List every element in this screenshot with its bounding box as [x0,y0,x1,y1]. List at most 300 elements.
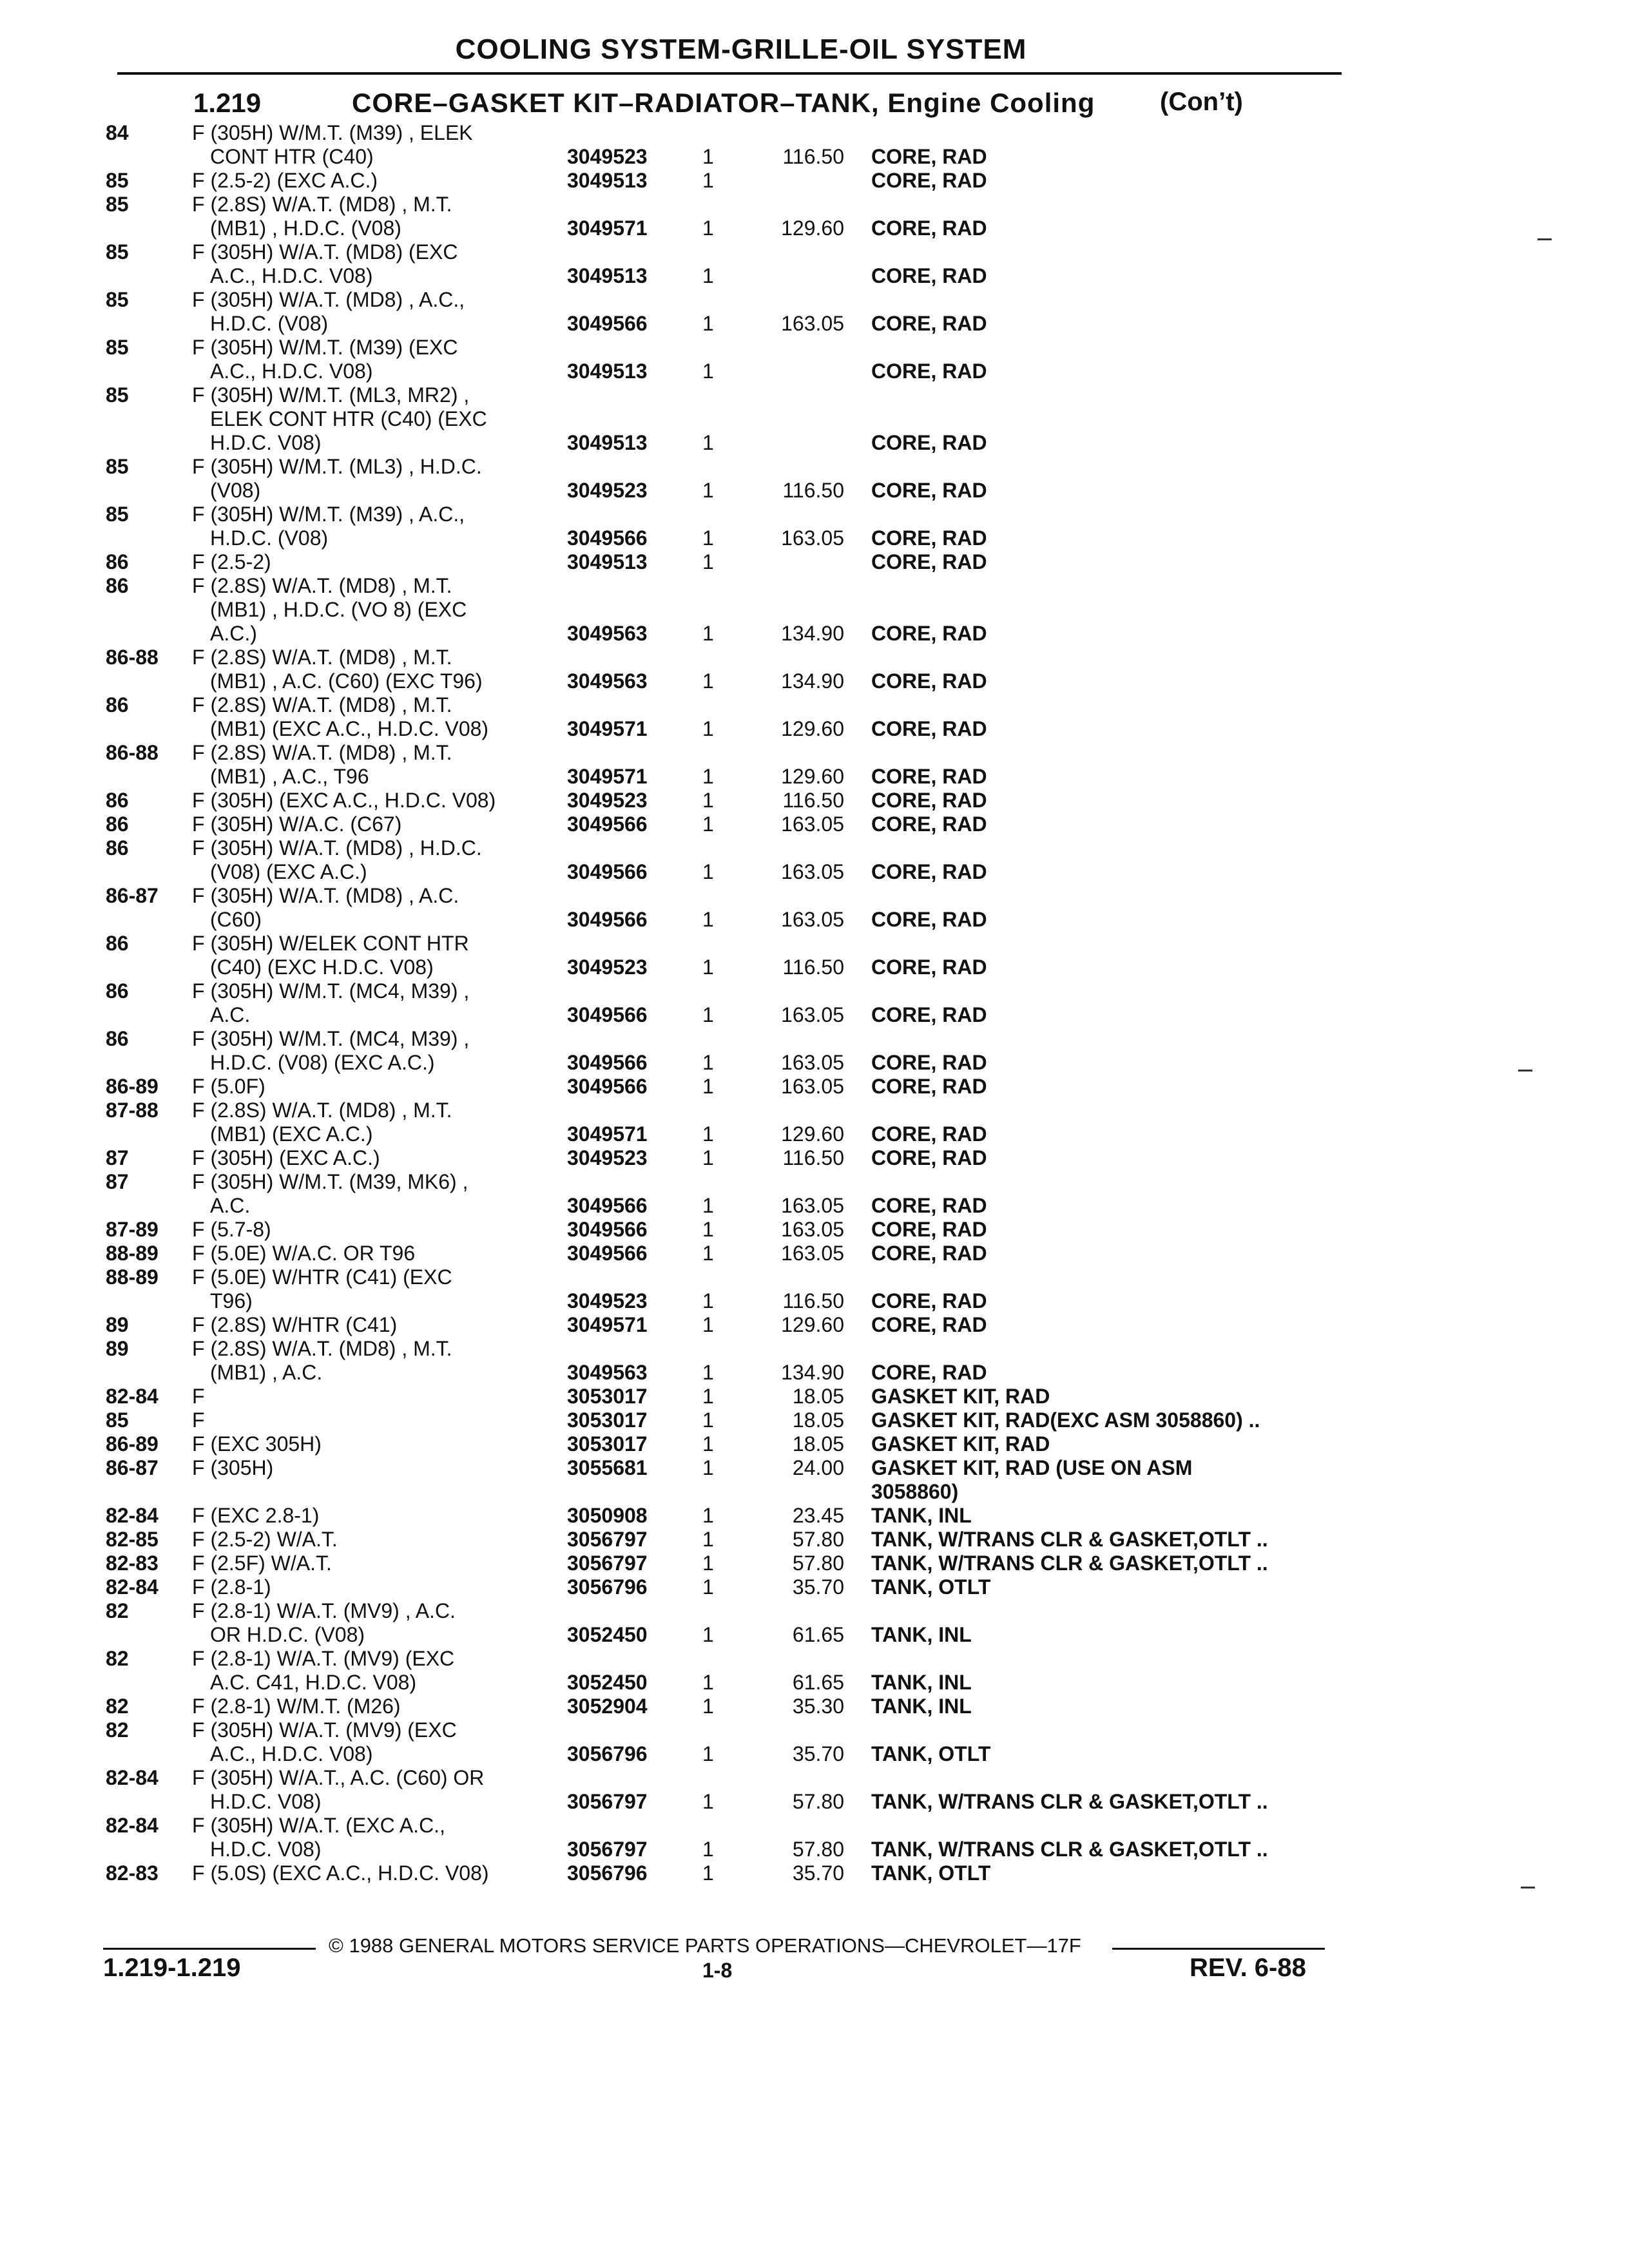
table-row [0,812,1629,836]
table-row [0,836,1629,860]
part-number: 3056796 [567,1575,648,1599]
part-name: CORE, RAD [871,360,987,383]
quantity: 1 [702,717,714,740]
table-row [0,1289,1629,1313]
part-number: 3049566 [567,1051,648,1074]
quantity: 1 [702,1361,714,1384]
description: A.C.) [210,622,257,645]
part-name: CORE, RAD [871,1146,987,1169]
description: (MB1) , A.C., T96 [210,765,369,788]
model-year: 82 [106,1695,129,1718]
price: 23.45 [792,1504,844,1527]
part-number: 3052450 [567,1671,648,1694]
quantity: 1 [702,860,714,883]
part-number: 3049523 [567,479,648,502]
quantity: 1 [702,1575,714,1599]
table-row [0,1265,1629,1289]
description: F (5.0E) W/A.C. OR T96 [192,1242,416,1265]
table-row [0,407,1629,431]
description: F (305H) W/M.T. (M39) (EXC [192,336,458,359]
table-row [0,693,1629,717]
part-name: CORE, RAD [871,479,987,502]
description: A.C. [210,1194,251,1217]
quantity: 1 [702,908,714,931]
description: (V08) (EXC A.C.) [210,860,367,883]
price: 116.50 [782,1146,844,1169]
part-number: 3049566 [567,1003,648,1026]
part-number: 3049513 [567,264,648,287]
quantity: 1 [702,1242,714,1265]
part-number: 3049563 [567,1361,648,1384]
quantity: 1 [702,1695,714,1718]
part-number: 3049523 [567,956,648,979]
part-name: CORE, RAD [871,812,987,836]
quantity: 1 [702,812,714,836]
description: (C40) (EXC H.D.C. V08) [210,956,434,979]
table-row [0,169,1629,193]
part-name: CORE, RAD [871,1122,987,1146]
table-row [0,765,1629,789]
part-name: 3058860) [871,1480,959,1503]
model-year: 85 [106,1408,129,1432]
table-row [0,1623,1629,1647]
part-name: CORE, RAD [871,1313,987,1336]
quantity: 1 [702,550,714,573]
model-year: 88-89 [106,1242,159,1265]
description: A.C., H.D.C. V08) [210,360,373,383]
footer-page-number: 1-8 [702,1959,733,1982]
part-name: CORE, RAD [871,669,987,693]
model-year: 85 [106,193,129,216]
quantity: 1 [702,1790,714,1813]
price: 134.90 [781,622,844,645]
table-row [0,1027,1629,1051]
model-year: 82-83 [106,1861,159,1885]
part-name: CORE, RAD [871,431,987,454]
description: (MB1) , H.D.C. (VO 8) (EXC [210,598,467,621]
model-year: 85 [106,503,129,526]
table-row [0,717,1629,741]
price: 116.50 [782,1289,844,1312]
quantity: 1 [702,1122,714,1146]
model-year: 85 [106,240,129,264]
part-name: CORE, RAD [871,145,987,168]
part-number: 3049513 [567,431,648,454]
part-name: CORE, RAD [871,765,987,788]
description: F (2.8-1) W/A.T. (MV9) , A.C. [192,1599,456,1622]
footer-revision: REV. 6-88 [1190,1954,1306,1982]
table-row [0,598,1629,622]
description: H.D.C. (V08) [210,312,329,335]
model-year: 82-84 [106,1814,159,1837]
description: F (2.8-1) W/M.T. (M26) [192,1695,401,1718]
part-name: TANK, OTLT [871,1575,991,1599]
description: F [192,1385,205,1408]
description: F (305H) W/M.T. (M39) , A.C., [192,503,465,526]
part-number: 3055681 [567,1456,648,1479]
description: F (305H) W/M.T. (ML3) , H.D.C. [192,455,482,478]
table-row [0,1361,1629,1385]
part-number: 3049566 [567,526,648,550]
table-row [0,1528,1629,1552]
quantity: 1 [702,1671,714,1694]
description: F (305H) W/A.T. (EXC A.C., [192,1814,445,1837]
model-year: 86-87 [106,884,159,907]
price: 57.80 [792,1838,844,1861]
part-number: 3049571 [567,216,648,240]
part-number: 3049513 [567,169,648,192]
description: A.C. C41, H.D.C. V08) [210,1671,417,1694]
model-year: 86 [106,789,129,812]
description: H.D.C. V08) [210,431,322,454]
description: F (2.8-1) W/A.T. (MV9) (EXC [192,1647,455,1670]
description: F (305H) [192,1456,274,1479]
price: 116.50 [782,145,844,168]
table-row [0,455,1629,479]
table-row [0,1695,1629,1718]
table-row [0,574,1629,598]
description: F (2.8S) W/A.T. (MD8) , M.T. [192,693,452,716]
part-number: 3049566 [567,908,648,931]
description: F (5.0S) (EXC A.C., H.D.C. V08) [192,1861,489,1885]
description: F (2.8S) W/HTR (C41) [192,1313,398,1336]
quantity: 1 [702,1003,714,1026]
table-row [0,1075,1629,1099]
part-name: CORE, RAD [871,1218,987,1241]
model-year: 82 [106,1718,129,1742]
table-row [0,264,1629,288]
table-row [0,336,1629,360]
part-number: 3053017 [567,1432,648,1456]
model-year: 82-83 [106,1552,159,1575]
description: F (305H) (EXC A.C., H.D.C. V08) [192,789,496,812]
table-row [0,1194,1629,1218]
model-year: 87-89 [106,1218,159,1241]
quantity: 1 [702,1552,714,1575]
price: 57.80 [792,1552,844,1575]
description: F [192,1408,205,1432]
quantity: 1 [702,1051,714,1074]
part-number: 3052904 [567,1695,648,1718]
price: 35.70 [792,1742,844,1765]
model-year: 84 [106,121,129,144]
part-name: CORE, RAD [871,860,987,883]
description: CONT HTR (C40) [210,145,374,168]
margin-tick [1518,1070,1532,1072]
quantity: 1 [702,1456,714,1479]
model-year: 82-84 [106,1385,159,1408]
part-number: 3052450 [567,1623,648,1646]
part-name: TANK, W/TRANS CLR & GASKET,OTLT .. [871,1528,1268,1551]
price: 129.60 [781,765,844,788]
price: 163.05 [781,908,844,931]
price: 116.50 [782,479,844,502]
model-year: 86 [106,979,129,1003]
page-header-title: COOLING SYSTEM-GRILLE-OIL SYSTEM [455,34,1027,65]
quantity: 1 [702,1385,714,1408]
part-number: 3049523 [567,145,648,168]
model-year: 86-88 [106,741,159,764]
table-row [0,884,1629,908]
table-row [0,431,1629,455]
description: F (305H) W/A.T. (MD8) (EXC [192,240,458,264]
table-row [0,956,1629,979]
description: OR H.D.C. (V08) [210,1623,365,1646]
table-row [0,1814,1629,1838]
margin-tick [1537,238,1552,240]
table-row [0,1456,1629,1480]
price: 163.05 [781,1003,844,1026]
price: 163.05 [781,1075,844,1098]
description: F (5.0F) [192,1075,265,1098]
footer-rule-left [103,1948,316,1950]
model-year: 86-88 [106,646,159,669]
part-number: 3049513 [567,550,648,573]
table-row [0,1718,1629,1742]
table-row [0,1647,1629,1671]
price: 61.65 [792,1623,844,1646]
price: 163.05 [781,526,844,550]
table-row [0,789,1629,812]
part-number: 3056797 [567,1528,648,1551]
part-number: 3050908 [567,1504,648,1527]
model-year: 87 [106,1146,129,1169]
part-name: GASKET KIT, RAD [871,1432,1050,1456]
part-number: 3049523 [567,1289,648,1312]
table-row [0,1432,1629,1456]
description: F (2.8S) W/A.T. (MD8) , M.T. [192,574,452,597]
model-year: 85 [106,383,129,407]
description: F (2.8-1) [192,1575,271,1599]
description: F (305H) W/M.T. (MC4, M39) , [192,1027,470,1050]
quantity: 1 [702,1838,714,1861]
description: F (2.5-2) W/A.T. [192,1528,338,1551]
table-row [0,240,1629,264]
description: F (305H) W/A.T. (MD8) , H.D.C. [192,836,482,860]
quantity: 1 [702,1218,714,1241]
model-year: 86-89 [106,1432,159,1456]
model-year: 89 [106,1313,129,1336]
table-row [0,1480,1629,1504]
price: 57.80 [792,1790,844,1813]
model-year: 86-87 [106,1456,159,1479]
part-number: 3049566 [567,812,648,836]
part-name: CORE, RAD [871,312,987,335]
quantity: 1 [702,479,714,502]
description: F (305H) W/M.T. (ML3, MR2) , [192,383,470,407]
quantity: 1 [702,1408,714,1432]
description: F (5.7-8) [192,1218,271,1241]
part-number: 3049523 [567,1146,648,1169]
price: 57.80 [792,1528,844,1551]
description: F (305H) W/ELEK CONT HTR [192,932,469,955]
model-year: 85 [106,455,129,478]
price: 134.90 [781,1361,844,1384]
price: 18.05 [792,1432,844,1456]
table-row [0,1599,1629,1623]
part-number: 3056797 [567,1838,648,1861]
description: F (2.5-2) [192,550,271,573]
part-name: CORE, RAD [871,1051,987,1074]
part-name: CORE, RAD [871,526,987,550]
quantity: 1 [702,956,714,979]
description: (C60) [210,908,262,931]
description: F (2.8S) W/A.T. (MD8) , M.T. [192,646,452,669]
model-year: 86 [106,550,129,573]
table-row [0,669,1629,693]
description: F (305H) W/A.T. (MD8) , A.C. [192,884,459,907]
part-name: CORE, RAD [871,169,987,192]
part-number: 3049523 [567,789,648,812]
model-year: 87-88 [106,1099,159,1122]
section-heading [193,88,1353,126]
part-name: GASKET KIT, RAD (USE ON ASM [871,1456,1193,1479]
table-row [0,550,1629,574]
part-name: CORE, RAD [871,1194,987,1217]
part-number: 3049566 [567,1194,648,1217]
part-name: TANK, INL [871,1504,972,1527]
model-year: 86 [106,1027,129,1050]
table-row [0,1242,1629,1265]
model-year: 86 [106,836,129,860]
parts-list [0,121,1629,1885]
price: 35.70 [792,1575,844,1599]
part-number: 3049563 [567,669,648,693]
description: H.D.C. (V08) [210,526,329,550]
description: (MB1) , A.C. (C60) (EXC T96) [210,669,483,693]
description: F (EXC 2.8-1) [192,1504,320,1527]
model-year: 86 [106,574,129,597]
quantity: 1 [702,765,714,788]
section-title: CORE–GASKET KIT–RADIATOR–TANK, Engine Cooling [352,88,1095,118]
table-row [0,1671,1629,1695]
description: H.D.C. V08) [210,1790,322,1813]
part-name: TANK, INL [871,1671,972,1694]
quantity: 1 [702,1742,714,1765]
table-row [0,503,1629,526]
price: 163.05 [781,1051,844,1074]
quantity: 1 [702,669,714,693]
part-number: 3049566 [567,1218,648,1241]
description: (V08) [210,479,261,502]
model-year: 82-84 [106,1766,159,1789]
table-row [0,312,1629,336]
description: (MB1) , H.D.C. (V08) [210,216,401,240]
model-year: 86 [106,932,129,955]
part-number: 3056797 [567,1552,648,1575]
footer-copyright: © 1988 GENERAL MOTORS SERVICE PARTS OPERATIONS—CHEVROLET—17F [329,1934,1081,1957]
quantity: 1 [702,1313,714,1336]
price: 163.05 [781,812,844,836]
price: 24.00 [792,1456,844,1479]
description: F (2.5F) W/A.T. [192,1552,332,1575]
quantity: 1 [702,526,714,550]
model-year: 82-84 [106,1575,159,1599]
part-name: CORE, RAD [871,717,987,740]
part-name: CORE, RAD [871,1289,987,1312]
table-row [0,193,1629,216]
description: H.D.C. (V08) (EXC A.C.) [210,1051,435,1074]
price: 116.50 [782,789,844,812]
description: F (2.8S) W/A.T. (MD8) , M.T. [192,1099,452,1122]
part-name: TANK, W/TRANS CLR & GASKET,OTLT .. [871,1552,1268,1575]
table-row [0,622,1629,646]
part-name: TANK, OTLT [871,1742,991,1765]
part-name: CORE, RAD [871,1242,987,1265]
table-row [0,1552,1629,1575]
table-row [0,145,1629,169]
part-name: CORE, RAD [871,908,987,931]
part-name: TANK, W/TRANS CLR & GASKET,OTLT .. [871,1790,1268,1813]
table-row [0,1385,1629,1408]
part-number: 3049571 [567,1313,648,1336]
description: ELEK CONT HTR (C40) (EXC [210,407,487,430]
quantity: 1 [702,1194,714,1217]
quantity: 1 [702,216,714,240]
section-continued: (Con’t) [1160,88,1243,116]
part-name: CORE, RAD [871,550,987,573]
price: 18.05 [792,1408,844,1432]
description: H.D.C. V08) [210,1838,322,1861]
part-name: CORE, RAD [871,956,987,979]
model-year: 86 [106,812,129,836]
table-row [0,1218,1629,1242]
model-year: 82-84 [106,1504,159,1527]
price: 116.50 [782,956,844,979]
table-row [0,526,1629,550]
price: 163.05 [781,1194,844,1217]
table-row [0,1742,1629,1766]
quantity: 1 [702,312,714,335]
part-number: 3049566 [567,1242,648,1265]
description: F (305H) W/A.C. (C67) [192,812,402,836]
description: F (305H) W/M.T. (M39) , ELEK [192,121,473,144]
table-row [0,741,1629,765]
model-year: 87 [106,1170,129,1193]
section-number: 1.219 [193,88,262,118]
part-number: 3049566 [567,312,648,335]
part-number: 3049566 [567,1075,648,1098]
table-row [0,1575,1629,1599]
part-name: CORE, RAD [871,789,987,812]
quantity: 1 [702,1504,714,1527]
table-row [0,383,1629,407]
quantity: 1 [702,431,714,454]
part-name: CORE, RAD [871,216,987,240]
table-row [0,1313,1629,1337]
model-year: 82 [106,1599,129,1622]
description: F (2.8S) W/A.T. (MD8) , M.T. [192,741,452,764]
table-row [0,932,1629,956]
description: F (5.0E) W/HTR (C41) (EXC [192,1265,452,1289]
part-name: TANK, INL [871,1623,972,1646]
part-name: CORE, RAD [871,1075,987,1098]
table-row [0,1838,1629,1861]
part-number: 3056796 [567,1742,648,1765]
quantity: 1 [702,789,714,812]
price: 18.05 [792,1385,844,1408]
table-row [0,979,1629,1003]
part-name: CORE, RAD [871,622,987,645]
model-year: 89 [106,1337,129,1360]
model-year: 82-85 [106,1528,159,1551]
part-number: 3049571 [567,717,648,740]
description: F (EXC 305H) [192,1432,322,1456]
table-row [0,1337,1629,1361]
table-row [0,121,1629,145]
description: (MB1) (EXC A.C.) [210,1122,373,1146]
table-row [0,1051,1629,1075]
